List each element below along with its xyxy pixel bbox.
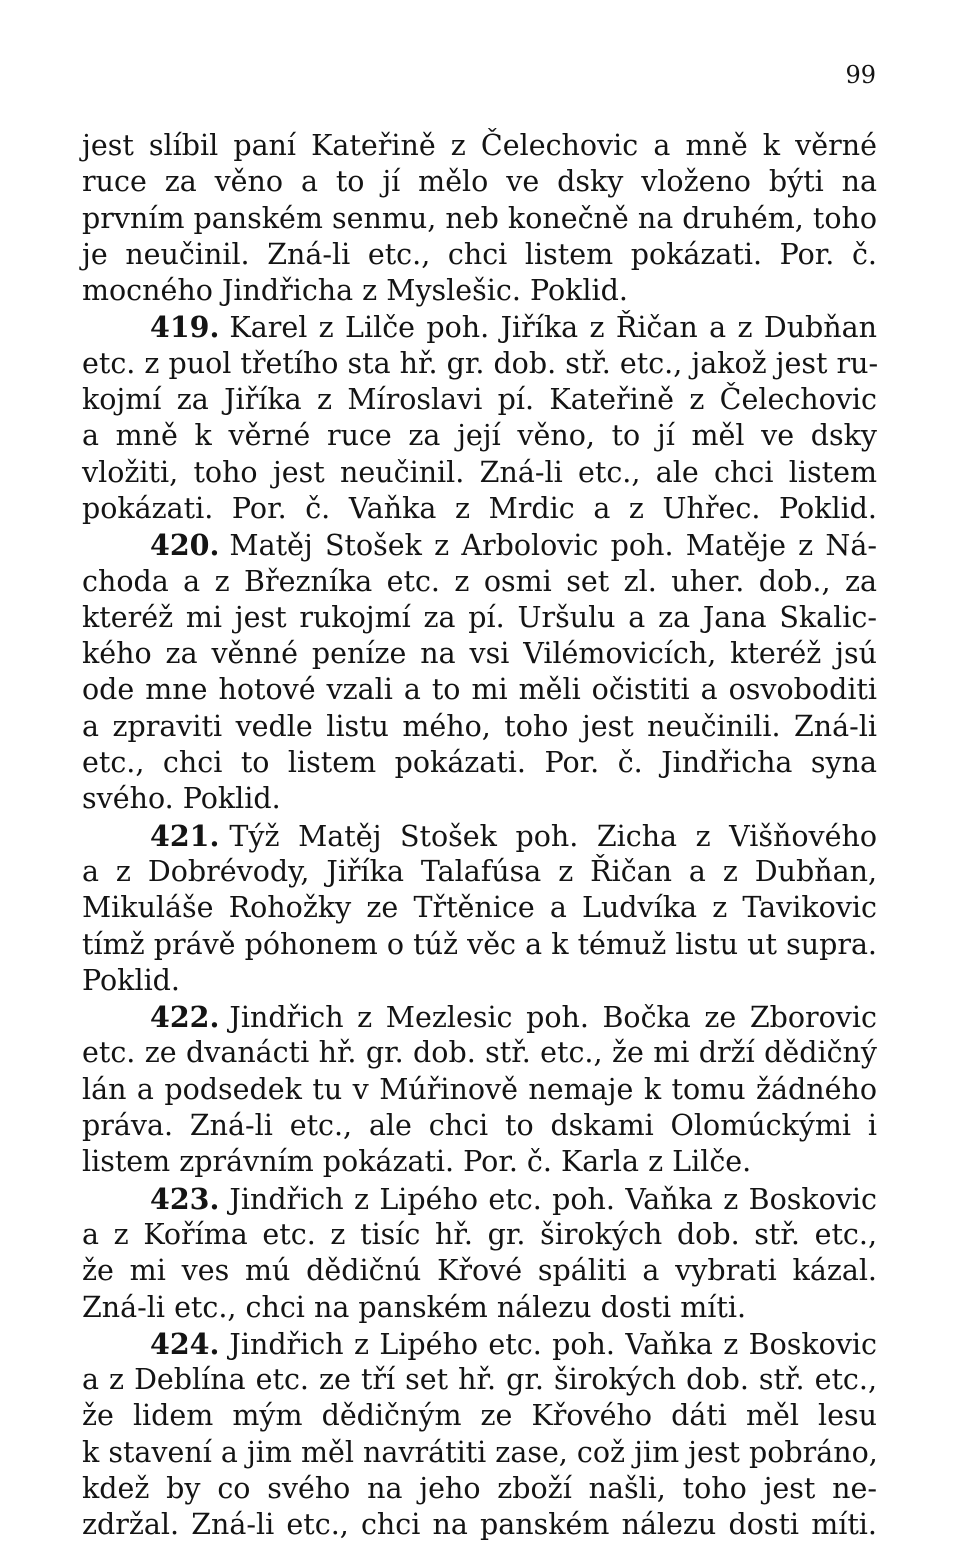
text-line: choda a z Březníka etc. z osmi set zl. uher. dob., za (82, 564, 877, 598)
text-line: zdržal. Zná-li etc., chci na panském nálezu dosti míti. (82, 1508, 877, 1542)
page-number: 99 (845, 61, 876, 89)
text-line: ode mne hotové vzali a to mi měli očistiti a osvoboditi (82, 673, 877, 707)
text-line: pokázati. Por. č. Vaňka z Mrdic a z Uhřec. Poklid. (82, 491, 877, 525)
entry-text: Jindřich z Lipého etc. poh. Vaňka z Boskovic (229, 1182, 877, 1216)
text-line: mocného Jindřicha z Myslešic. Poklid. (82, 274, 628, 308)
text-line: svého. Poklid. (82, 782, 281, 816)
text-line: k stavení a jim měl navrátiti zase, což jim jest pobráno, (82, 1435, 878, 1469)
entry-first-line (82, 309, 877, 345)
text-line: že mi ves mú dědičnú Křové spáliti a vybrati kázal. (82, 1254, 877, 1288)
text-line: a zpraviti vedle listu mého, toho jest neučinili. Zná-li (82, 709, 877, 743)
text-line: vložiti, toho jest neučinil. Zná-li etc., ale chci listem (82, 455, 877, 489)
entry-first-line (82, 999, 877, 1035)
entry-text: Jindřich z Lipého etc. poh. Vaňka z Boskovic (229, 1327, 877, 1361)
text-line: a z Dobrévody, Jiříka Talafúsa z Řičan a z Dubňan, (82, 854, 877, 888)
entry-number: 419. (150, 310, 220, 345)
text-line: je neučinil. Zná-li etc., chci listem pokázati. Por. č. (82, 237, 877, 271)
text-line: a z Deblína etc. ze tří set hř. gr. širokých dob. stř. etc., (82, 1363, 877, 1397)
text-line: a mně k věrné ruce za její věno, to jí měl ve dsky (82, 419, 877, 453)
text-line: listem zprávním pokázati. Por. č. Karla z Lilče. (82, 1145, 752, 1179)
entry-number: 424. (150, 1326, 220, 1361)
text-line: lán a podsedek tu v Múřinově nemaje k tomu žádného (82, 1072, 877, 1106)
entry-first-line (82, 1326, 877, 1362)
text-line: kého za věnné peníze na vsi Vilémovicích, kteréž jsú (82, 637, 877, 671)
entry-text: Jindřich z Mezlesic poh. Bočka ze Zborovic (229, 1001, 877, 1035)
text-line: tímž právě póhonem o túž věc a k témuž listu ut supra. (82, 927, 877, 961)
entry-text: Týž Matěj Stošek poh. Zicha z Višňového (229, 819, 877, 853)
text-line: prvním panském senmu, neb konečně na druhém, toho (82, 201, 877, 235)
text-line: Zná-li etc., chci na panském nálezu dosti míti. (82, 1290, 747, 1324)
entry-first-line (82, 527, 877, 563)
entry-number: 421. (150, 818, 220, 853)
text-line: Mikuláše Rohožky ze Třtěnice a Ludvíka z Tavikovic (82, 891, 877, 925)
entry-number: 420. (150, 528, 220, 563)
entry-first-line (82, 818, 877, 854)
text-line: že lidem mým dědičným ze Křového dáti měl lesu (82, 1399, 877, 1433)
text-line: etc. z puol třetího sta hř. gr. dob. stř. etc., jakož jest ru- (82, 346, 879, 380)
text-line: a z Koříma etc. z tisíc hř. gr. širokých dob. stř. etc., (82, 1217, 877, 1251)
text-line: kdež by co svého na jeho zboží našli, toho jest ne- (82, 1471, 877, 1505)
entry-text: Karel z Lilče poh. Jiříka z Řičan a z Dubňan (229, 311, 877, 345)
text-line: kteréž mi jest rukojmí za pí. Uršulu a za Jana Skalic- (82, 600, 877, 634)
entry-first-line (82, 1181, 877, 1217)
text-line: ruce za věno a to jí mělo ve dsky vloženo býti na (82, 165, 877, 199)
page-text (82, 128, 877, 1544)
text-line: jest slíbil paní Kateřině z Čelechovic a mně k věrné (82, 129, 877, 162)
text-line: kojmí za Jiříka z Míroslavi pí. Kateřině z Čelechovic (82, 383, 877, 417)
entry-text: Matěj Stošek z Arbolovic poh. Matěje z Ná- (229, 529, 877, 563)
text-line: Poklid. (82, 963, 180, 997)
text-line: etc., chci to listem pokázati. Por. č. Jindřicha syna (82, 746, 877, 780)
entry-number: 422. (150, 1000, 220, 1035)
text-line: práva. Zná-li etc., ale chci to dskami Olomúckými i (82, 1109, 877, 1143)
text-line: etc. ze dvanácti hř. gr. dob. stř. etc., že mi drží dědičný (82, 1036, 877, 1070)
entry-number: 423. (150, 1181, 220, 1216)
